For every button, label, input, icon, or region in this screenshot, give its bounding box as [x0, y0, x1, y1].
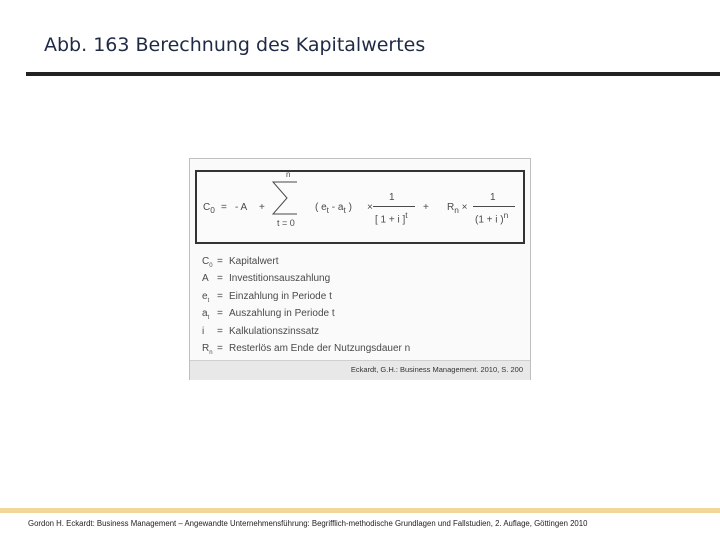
legend-row-residual-value: $R_n$ = Resterlös am Ende der Nutzungsdauer n	[202, 342, 411, 356]
formula-residual: $R_n$ ×	[447, 202, 468, 215]
footer-citation: Gordon H. Eckardt: Business Management – Angewandte Unternehmensführung: Begrifflich-methodische Grundlagen und Fallstudien, 2. Auflage, Göttingen 2010	[28, 519, 588, 528]
legend-row-capital-value: $C_0$ = Kapitalwert	[202, 256, 279, 269]
fraction-1-denominator: [ 1 + i ]$^t$	[375, 210, 408, 226]
source-bar	[190, 360, 530, 380]
formula-times-1: ×	[367, 202, 373, 213]
formula-box	[195, 170, 525, 244]
fraction-2-numerator: 1	[490, 192, 496, 203]
formula-plus-2: +	[423, 202, 429, 213]
legend-row-inflow: $e_t$ = Einzahlung in Periode t	[202, 290, 332, 304]
fraction-2-denominator: (1 + i )$^n$	[475, 210, 509, 226]
slide-title: Abb. 163 Berechnung des Kapitalwertes	[44, 34, 426, 56]
formula-lhs: $C_0$	[203, 202, 215, 215]
symbol-legend	[202, 255, 522, 359]
sum-lower-limit: t = 0	[277, 218, 295, 228]
sum-upper-limit: n	[286, 170, 291, 179]
formula-plus-1: +	[259, 202, 265, 213]
sum-sigma-icon	[269, 180, 303, 216]
formula-equals: =	[221, 202, 227, 213]
legend-row-investment: A = Investitionsauszahlung	[202, 273, 331, 285]
formula-figure	[189, 158, 531, 380]
fraction-2-bar	[473, 206, 515, 207]
fraction-1-bar	[373, 206, 415, 207]
legend-row-interest-rate: i = Kalkulationszinssatz	[202, 325, 320, 337]
formula-minus-a: - A	[235, 202, 248, 213]
title-underline	[26, 72, 720, 76]
formula-cashflow: ( $e_t - a_t$ )	[315, 202, 352, 215]
legend-row-outflow: $a_t$ = Auszahlung in Periode t	[202, 308, 335, 322]
footer-divider	[0, 508, 720, 513]
source-citation: Eckardt, G.H.: Business Management. 2010, S. 200	[350, 365, 523, 374]
fraction-1-numerator: 1	[389, 192, 395, 203]
